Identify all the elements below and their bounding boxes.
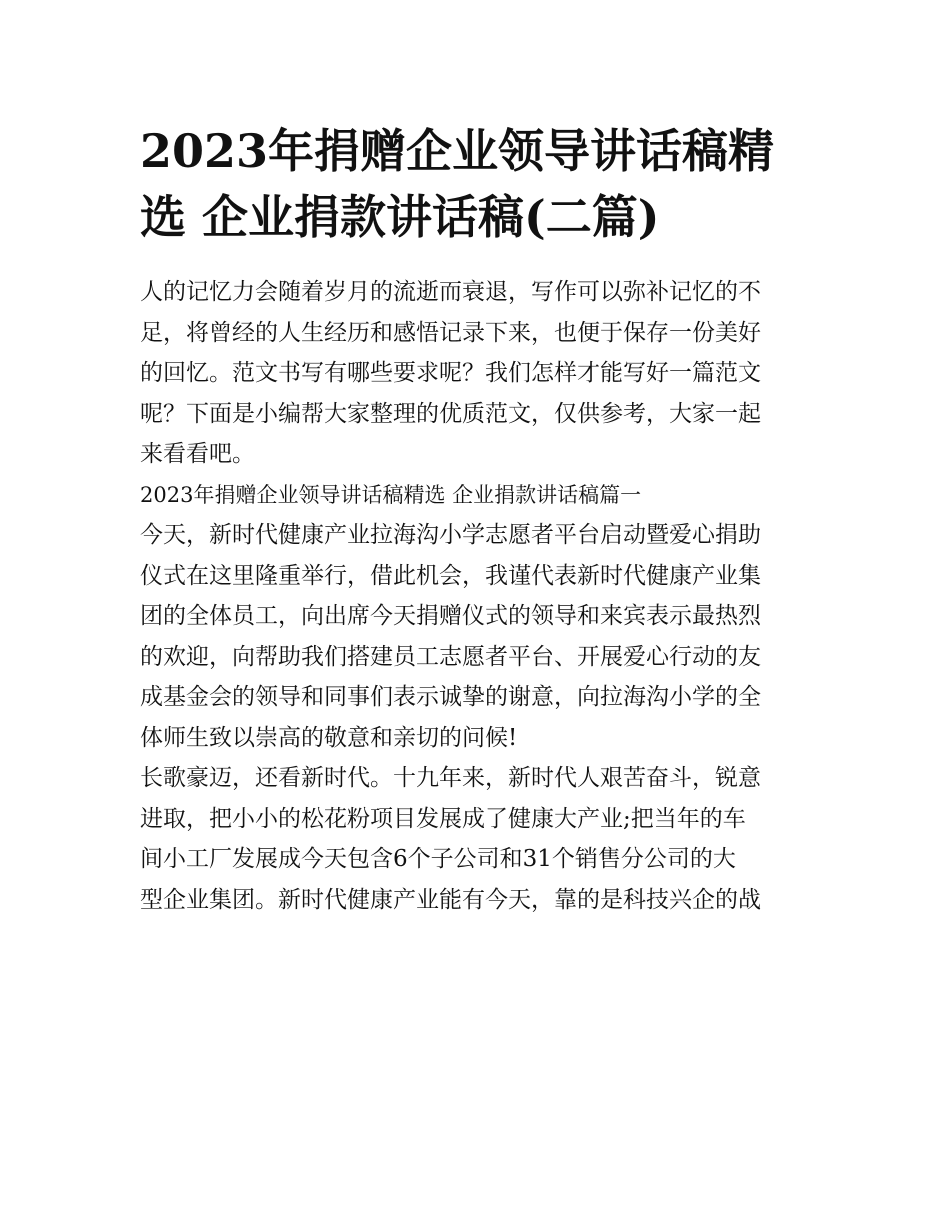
section-heading-text: 2023年捐赠企业领导讲话稿精选 企业捐款讲话稿篇一 [140, 482, 642, 507]
body-paragraph-2 [140, 758, 812, 920]
title-line: 2023年捐赠企业领导讲话稿精 [140, 124, 775, 178]
intro-line: 来看看吧。 [140, 441, 255, 467]
document-title [140, 118, 812, 250]
title-line: 选 企业捐款讲话稿(二篇) [140, 190, 660, 244]
section-heading [140, 475, 812, 516]
paragraph-line: 团的全体员工，向出席今天捐赠仪式的领导和来宾表示最热烈 [140, 603, 761, 629]
paragraph-line: 仪式在这里隆重举行，借此机会，我谨代表新时代健康产业集 [140, 562, 761, 589]
intro-line: 足，将曾经的人生经历和感悟记录下来，也便于保存一份美好 [140, 319, 761, 346]
paragraph-line: 长歌豪迈，还看新时代。十九年来，新时代人艰苦奋斗，锐意 [140, 765, 761, 791]
paragraph-line: 成基金会的领导和同事们表示诚挚的谢意，向拉海沟小学的全 [140, 684, 761, 710]
paragraph-line: 型企业集团。新时代健康产业能有今天，靠的是科技兴企的战 [140, 886, 761, 913]
paragraph-line: 间小工厂发展成今天包含6个子公司和31个销售分公司的大 [140, 846, 736, 872]
intro-line: 人的记忆力会随着岁月的流逝而衰退，写作可以弥补记忆的不 [140, 279, 761, 305]
paragraph-line: 体师生致以崇高的敬意和亲切的问候! [140, 724, 518, 751]
intro-line: 的回忆。范文书写有哪些要求呢？我们怎样才能写好一篇范文 [140, 360, 761, 386]
body-paragraph-1 [140, 515, 812, 758]
paragraph-line: 进取，把小小的松花粉项目发展成了健康大产业;把当年的车 [140, 805, 746, 832]
paragraph-line: 今天，新时代健康产业拉海沟小学志愿者平台启动暨爱心捐助 [140, 522, 761, 548]
paragraph-line: 的欢迎，向帮助我们搭建员工志愿者平台、开展爱心行动的友 [140, 643, 761, 670]
document-page [140, 118, 812, 920]
intro-paragraph [140, 272, 812, 475]
intro-line: 呢？下面是小编帮大家整理的优质范文，仅供参考，大家一起 [140, 400, 761, 427]
